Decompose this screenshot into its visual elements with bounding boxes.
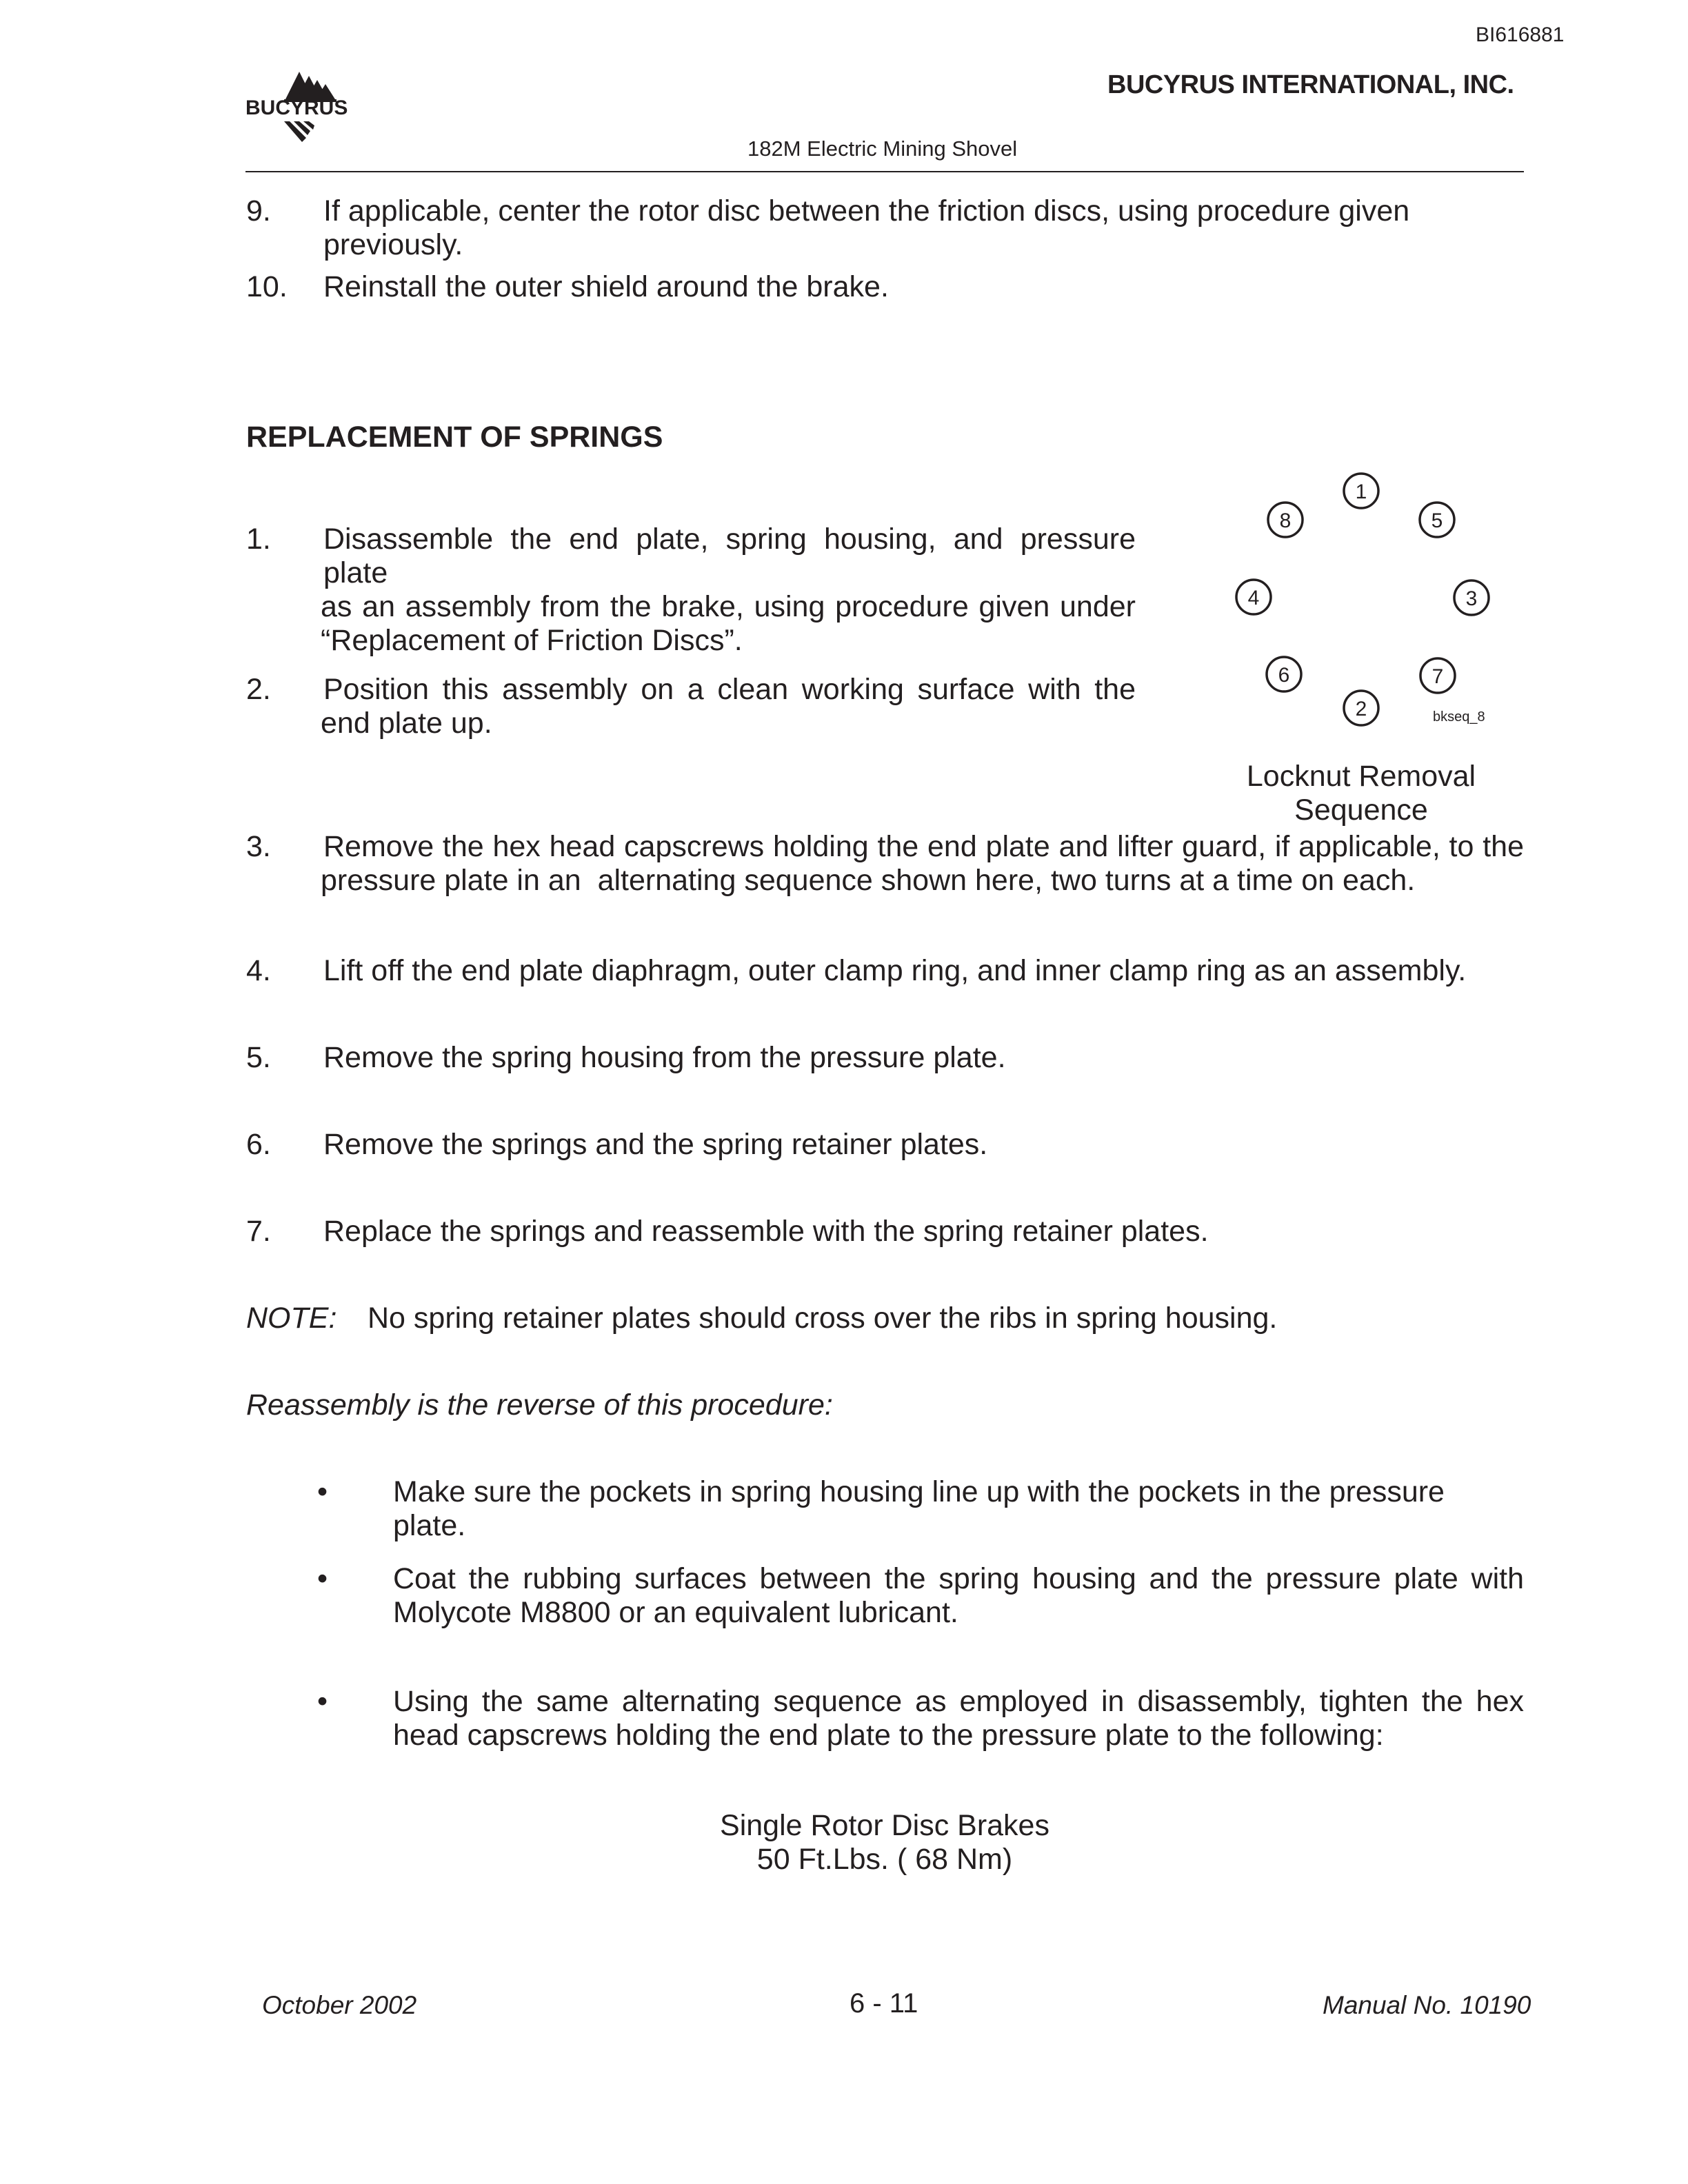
caption-line: Locknut Removal [1246, 760, 1476, 793]
step-line: end plate up. [321, 707, 492, 740]
step-4 [246, 954, 1524, 989]
bolt-position-5 [1420, 503, 1454, 537]
bullet-text: Make sure the pockets in spring housing line up with the pockets in the pressure plate. [393, 1475, 1445, 1542]
spec-line: Single Rotor Disc Brakes [720, 1809, 1049, 1842]
step-5 [246, 1041, 1524, 1075]
note-text: No spring retainer plates should cross over the ribs in spring housing. [368, 1302, 1278, 1335]
bolt-position-7 [1420, 658, 1455, 693]
step-text: Replace the springs and reassemble with the spring retainer plates. [323, 1215, 1209, 1248]
step-text: Reinstall the outer shield around the brake. [323, 270, 889, 303]
manual-number: Manual No. 10190 [1323, 1991, 1531, 2019]
bullet-line: head capscrews holding the end plate to the pressure plate to the following: [393, 1719, 1384, 1752]
step-number: 3. [246, 830, 271, 863]
caption-line: Sequence [1294, 793, 1428, 827]
bullet-symbol: • [317, 1685, 328, 1718]
bullet-line: Using the same alternating sequence as employed in disassembly, tighten the hex [393, 1685, 1524, 1718]
reassembly-intro: Reassembly is the reverse of this procedure: [246, 1388, 833, 1422]
svg-text:3: 3 [1465, 587, 1478, 610]
step-number: 6. [246, 1128, 271, 1161]
svg-text:7: 7 [1431, 665, 1444, 688]
step-line: Position this assembly on a clean working surface with the [323, 673, 1136, 706]
step-number: 2. [246, 673, 271, 706]
bucyrus-logo [243, 66, 367, 149]
bullet-item [317, 1562, 1524, 1631]
page-number: 6 - 11 [850, 1988, 918, 2019]
header-divider [245, 171, 1524, 172]
bullet-line: Coat the rubbing surfaces between the spring housing and the pressure plate with [393, 1562, 1524, 1595]
step-2 [246, 673, 1136, 742]
document-subtitle: 182M Electric Mining Shovel [747, 136, 1018, 161]
diagram-tag: bkseq_8 [1433, 709, 1485, 725]
step-1 [246, 523, 1136, 657]
svg-text:4: 4 [1247, 587, 1260, 609]
bullet-symbol: • [317, 1562, 328, 1595]
step-text: Lift off the end plate diaphragm, outer clamp ring, and inner clamp ring as an assembly. [323, 954, 1467, 987]
spec-line: 50 Ft.Lbs. ( 68 Nm) [756, 1843, 1013, 1876]
svg-text:5: 5 [1431, 509, 1443, 532]
step-line: as an assembly from the brake, using procedure given under [321, 590, 1136, 623]
section-heading: REPLACEMENT OF SPRINGS [246, 421, 663, 454]
logo-text: BUCYRUS [245, 97, 348, 119]
bullet-item [317, 1685, 1524, 1754]
company-name: BUCYRUS INTERNATIONAL, INC. [1107, 70, 1514, 99]
svg-text:6: 6 [1278, 664, 1290, 687]
step-number: 10. [246, 270, 288, 303]
bullet-item [317, 1475, 1524, 1542]
document-id: BI616881 [1476, 23, 1565, 46]
bolt-position-8 [1268, 503, 1303, 537]
step-text: Remove the springs and the spring retainer plates. [323, 1128, 988, 1161]
step-line: Remove the hex head capscrews holding the end plate and lifter guard, if applicable, to the [323, 830, 1524, 863]
svg-text:1: 1 [1355, 481, 1367, 503]
bolt-position-2 [1344, 691, 1378, 725]
bolt-position-3 [1454, 580, 1489, 615]
bullet-line: Molycote M8800 or an equivalent lubricant. [393, 1596, 958, 1629]
locknut-sequence-diagram [1227, 462, 1517, 738]
step-10 [246, 270, 1524, 305]
step-line: “Replacement of Friction Discs”. [321, 624, 743, 657]
svg-text:8: 8 [1279, 509, 1292, 532]
step-7 [246, 1215, 1524, 1249]
note-label: NOTE: [246, 1302, 337, 1335]
step-9 [246, 194, 1524, 261]
torque-spec [609, 1809, 1160, 1878]
bolt-position-4 [1236, 580, 1271, 614]
step-line: Disassemble the end plate, spring housing, and pressure plate [323, 523, 1136, 589]
step-text: If applicable, center the rotor disc between the friction discs, using procedure given previously. [323, 194, 1410, 261]
step-number: 9. [246, 194, 271, 228]
footer-date: October 2002 [262, 1991, 417, 2019]
step-6 [246, 1128, 1524, 1162]
step-number: 7. [246, 1215, 271, 1248]
step-number: 1. [246, 523, 271, 556]
bolt-position-1 [1344, 474, 1378, 508]
diagram-caption [1223, 760, 1499, 827]
step-line: pressure plate in an alternating sequence shown here, two turns at a time on each. [321, 864, 1416, 897]
step-text: Remove the spring housing from the pressure plate. [323, 1041, 1006, 1074]
bullet-symbol: • [317, 1475, 328, 1508]
svg-text:2: 2 [1355, 698, 1367, 720]
note [246, 1302, 1524, 1336]
step-number: 4. [246, 954, 271, 987]
step-number: 5. [246, 1041, 271, 1074]
bolt-position-6 [1267, 657, 1301, 691]
step-3 [246, 830, 1524, 899]
